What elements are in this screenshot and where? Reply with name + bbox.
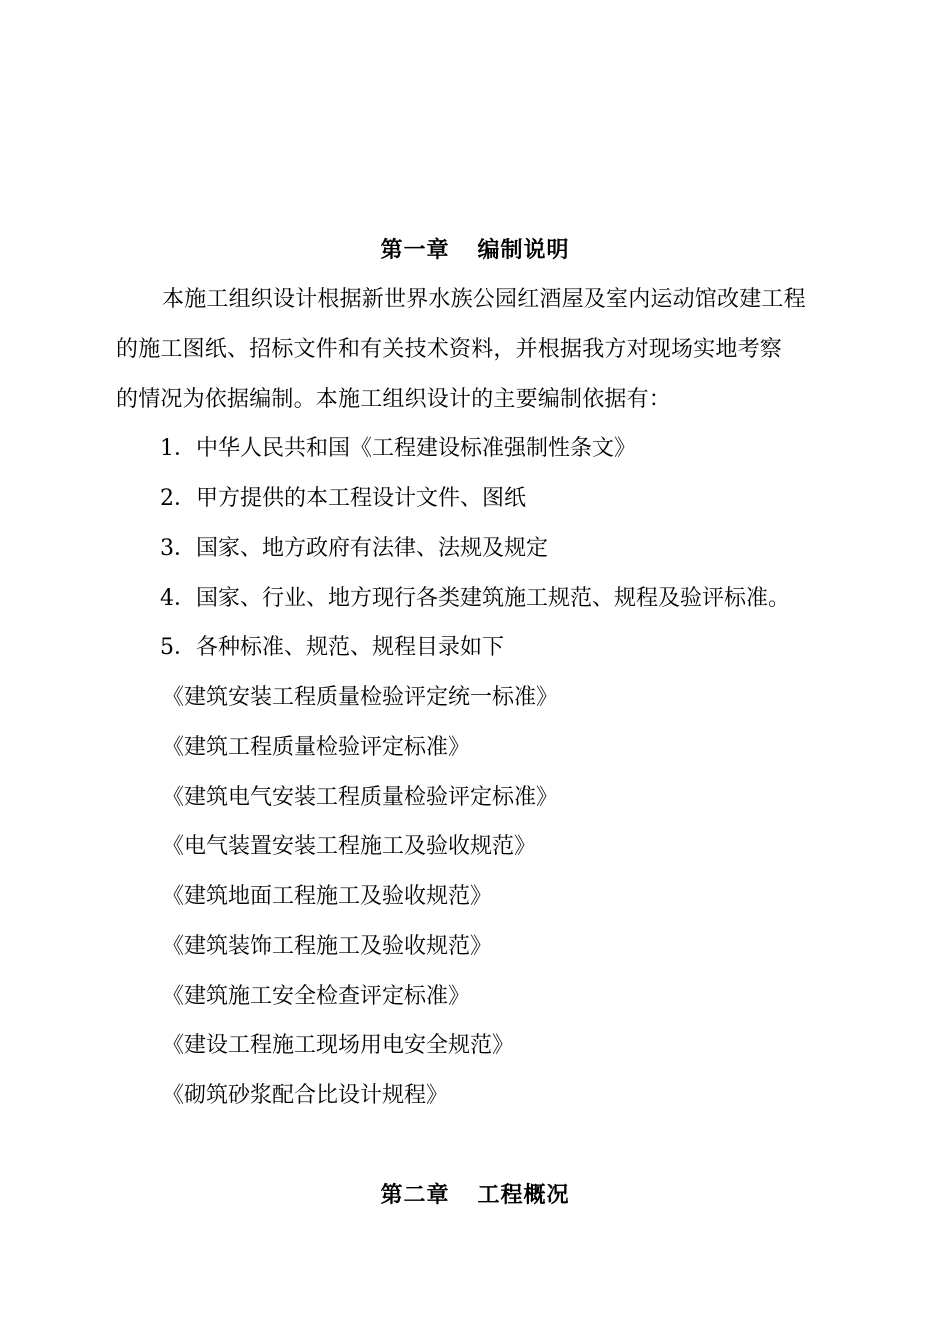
chapter-2-number: 第二章 (380, 1183, 450, 1208)
standard-item-4: 《电气装置安装工程施工及验收规范》 (162, 834, 537, 859)
basis-item-5: 5．各种标准、规范、规程目录如下 (160, 635, 504, 660)
chapter-2-title: 工程概况 (477, 1183, 570, 1208)
standard-item-9: 《砌筑砂浆配合比设计规程》 (162, 1083, 449, 1108)
basis-item-4: 4．国家、行业、地方现行各类建筑施工规范、规程及验评标准。 (160, 586, 790, 611)
basis-item-2: 2．甲方提供的本工程设计文件、图纸 (160, 486, 526, 511)
intro-line-1: 本施工组织设计根据新世界水族公园红酒屋及室内运动馆改建工程 (162, 287, 806, 312)
standard-item-1: 《建筑安装工程质量检验评定统一标准》 (162, 685, 559, 710)
chapter-2-heading (0, 1181, 950, 1211)
standard-item-8: 《建设工程施工现场用电安全规范》 (162, 1033, 515, 1058)
chapter-1-heading (0, 236, 950, 266)
basis-item-1: 1．中华人民共和国《工程建设标准强制性条文》 (160, 436, 636, 461)
standard-item-2: 《建筑工程质量检验评定标准》 (162, 735, 471, 760)
standard-item-6: 《建筑装饰工程施工及验收规范》 (162, 934, 493, 959)
intro-line-3: 的情况为依据编制。本施工组织设计的主要编制依据有： (116, 387, 672, 412)
standard-item-5: 《建筑地面工程施工及验收规范》 (162, 884, 493, 909)
chapter-1-title: 编制说明 (477, 238, 570, 263)
standard-item-7: 《建筑施工安全检查评定标准》 (162, 984, 471, 1009)
intro-line-2: 的施工图纸、招标文件和有关技术资料，并根据我方对现场实地考察 (116, 337, 783, 362)
chapter-1-number: 第一章 (380, 238, 450, 263)
basis-item-3: 3．国家、地方政府有法律、法规及规定 (160, 536, 548, 561)
standard-item-3: 《建筑电气安装工程质量检验评定标准》 (162, 785, 559, 810)
